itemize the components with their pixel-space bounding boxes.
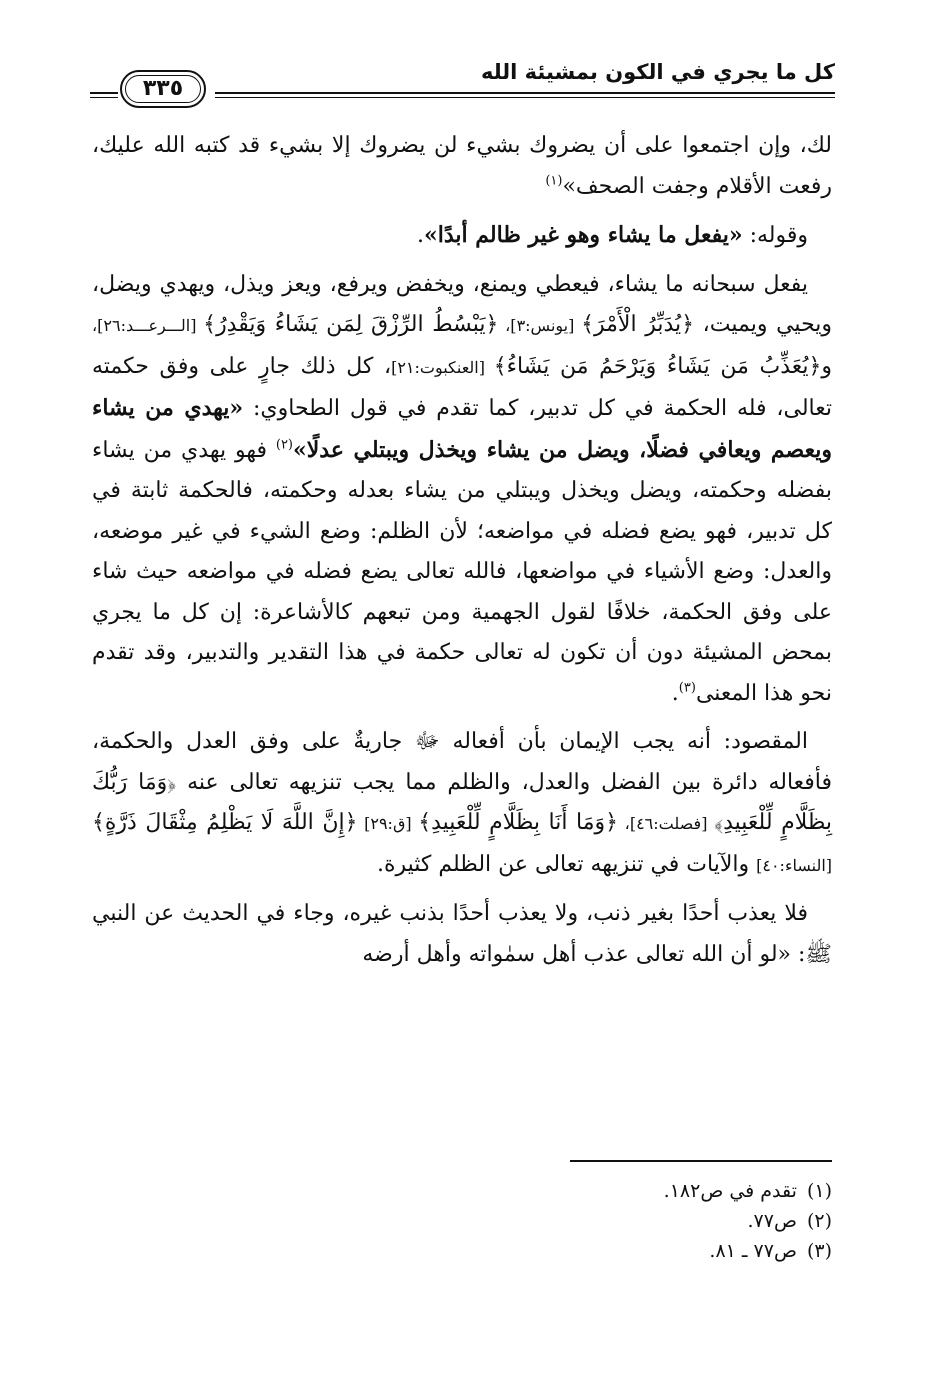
- footnote-number: (٢): [806, 1210, 832, 1232]
- paragraph-3-part-3: فهو يهدي من يشاء بفضله وحكمته، ويضل ويخذل ويبتلي من يشاء بعدله وحكمته، فالحكمة ثابتة في كل تدبير، فهو يضع فضله في مواضعه؛ لأن الظلم: وضع الشيء في غير موضعه، والعدل: وضع الأشياء في مواضعها، فالله تعالى يضع فضله في مواضعه حيث شاء على وفق الحكمة، خلافًا لقول الجهمية ومن تبعهم كالأشاعرة: إن كل ما يجري بمحض المشيئة دون أن تكون له تعالى حكمة في هذا التقدير والتدبير، وقد تقدم نحو هذا المعنى: [92, 437, 832, 706]
- quoted-text: «يفعل ما يشاء وهو غير ظالم أبدًا»: [423, 222, 743, 248]
- quran-verse: ﴿وَمَا رَبُّكَ بِظَلَّامٍ لِّلْعَبِيدِ﴾: [92, 769, 832, 835]
- paragraph-4-part-2: والآيات في تنزيهه تعالى عن الظلم كثيرة.: [376, 851, 757, 877]
- paragraph-2-tail: .: [416, 223, 424, 248]
- footnote: [232, 1236, 832, 1266]
- paragraph-3-part-2: ، كل ذلك جارٍ على وفق حكمته تعالى، فله الحكمة في كل تدبير، كما تقدم في قول الطحاوي:: [92, 353, 832, 421]
- quoted-text: «يهدي من يشاء ويعصم ويعافي فضلًا، ويضل من يشاء ويخذل ويبتلي عدلًا»: [92, 395, 832, 463]
- paragraph-5: [92, 894, 832, 975]
- verse-reference: [النساء:٤٠]: [756, 855, 832, 875]
- paragraph-4: [92, 722, 832, 886]
- header-rule-left-thin: [90, 97, 118, 98]
- paragraph-2-lead: وقوله:: [742, 223, 808, 248]
- verse-reference: [يونس:٣]،: [498, 316, 582, 335]
- conjunction: و: [821, 353, 833, 379]
- footnote-ref-1: (١): [545, 173, 563, 189]
- header-rule: [215, 92, 835, 94]
- verse-reference: [فصلت:٤٦]،: [618, 814, 715, 833]
- header-rule-left: [90, 92, 118, 94]
- quran-verse: ﴿يُدَبِّرُ الْأَمْرَ﴾: [581, 312, 695, 337]
- main-text: [92, 126, 832, 975]
- paragraph-5-text: فلا يعذب أحدًا بغير ذنب، ولا يعذب أحدًا بذنب غيره، وجاء في الحديث عن النبي ﷺ: «لو أن الله تعالى عذب أهل سمٰواته وأهل أرضه: [92, 901, 832, 967]
- paragraph-1-text: لك، وإن اجتمعوا على أن يضروك بشيء لن يضروك إلا بشيء قد كتبه الله عليك، رفعت الأقلام وجفت الصحف»: [92, 133, 832, 199]
- page-number-badge: [120, 70, 206, 108]
- paragraph-3-end: .: [671, 680, 679, 706]
- verse-reference: [العنكبوت:٢١]: [391, 357, 494, 377]
- paragraph-1: [92, 126, 832, 207]
- paragraph-4-part-1: المقصود: أنه يجب الإيمان بأن أفعاله ﷻ جاريةٌ على وفق العدل والحكمة، فأفعاله دائرة بين الفضل والعدل، والظلم مما يجب تنزيهه تعالى عنه: [92, 729, 833, 795]
- page-header: [90, 58, 835, 106]
- footnote-number: (٣): [806, 1240, 832, 1262]
- footnote-ref-3: (٣): [678, 680, 696, 696]
- footnote: [232, 1206, 832, 1236]
- footnote-ref-2: (٢): [275, 437, 293, 453]
- footnote-text: ص٧٧.: [747, 1210, 797, 1232]
- header-rule-thin: [215, 97, 835, 98]
- paragraph-3-part-1: يفعل سبحانه ما يشاء، فيعطي ويمنع، ويخفض ويرفع، ويعز ويذل، ويهدي ويضل، ويحيي ويميت،: [92, 271, 833, 337]
- quran-verse: ﴿يَبْسُطُ الرِّزْقَ لِمَن يَشَاءُ وَيَقْدِرُ﴾: [203, 312, 499, 337]
- quran-verse: ﴿وَمَا أَنَا بِظَلَّامٍ لِّلْعَبِيدِ﴾: [418, 810, 619, 835]
- paragraph-2: [92, 215, 832, 257]
- footnotes: [232, 1176, 832, 1266]
- footnote-text: تقدم في ص١٨٢.: [663, 1180, 797, 1202]
- footnote-separator: [570, 1160, 832, 1162]
- running-title: كل ما يجري في الكون بمشيئة الله: [480, 60, 835, 84]
- quran-verse: ﴿يُعَذِّبُ مَن يَشَاءُ وَيَرْحَمُ مَن يَشَاءُ﴾: [493, 353, 822, 379]
- quran-verse: ﴿إِنَّ اللَّهَ لَا يَظْلِمُ مِثْقَالَ ذَرَّةٍ﴾: [92, 810, 358, 835]
- footnote-number: (١): [806, 1180, 832, 1202]
- footnote-text: ص٧٧ ـ ٨١.: [709, 1240, 797, 1262]
- footnote: [232, 1176, 832, 1206]
- page-number: ٣٣٥: [142, 76, 184, 101]
- verse-reference: [الـــرعـــد:٢٦]،: [92, 316, 204, 335]
- paragraph-3: [92, 265, 832, 715]
- verse-reference: [ق:٢٩]: [357, 814, 419, 833]
